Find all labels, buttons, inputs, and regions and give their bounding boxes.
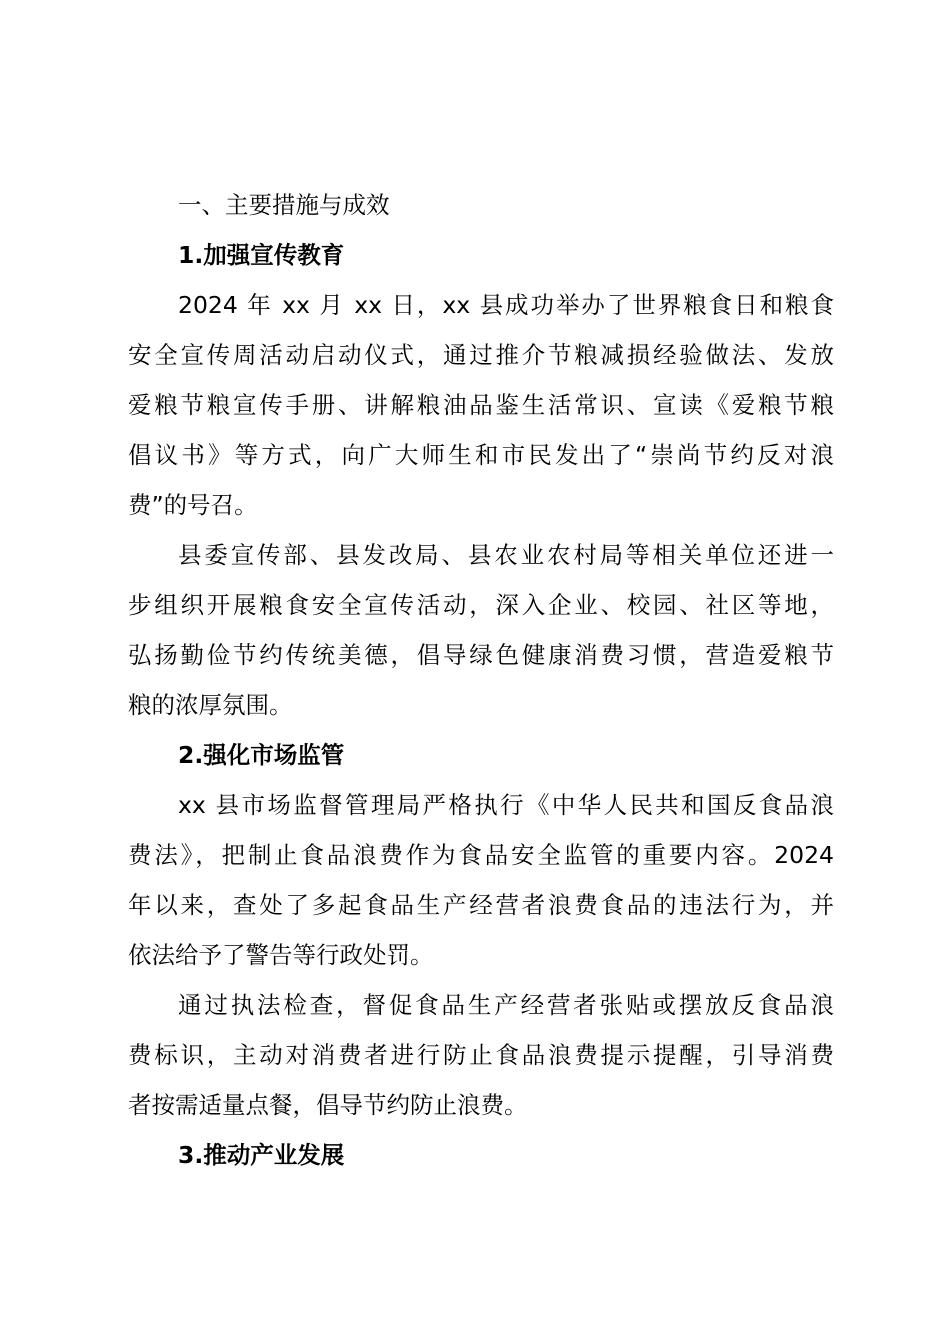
paragraph-line: 者按需适量点餐，倡导节约防止浪费。 — [128, 1091, 528, 1119]
subsection-2-paragraph-1 — [128, 780, 834, 980]
subsection-3-title: 3.推动产业发展 — [178, 1141, 345, 1169]
subsection-2-title: 2.强化市场监管 — [178, 741, 345, 769]
paragraph-line: 费”的号召。 — [128, 491, 258, 519]
paragraph-line: 依法给予了警告等行政处罚。 — [128, 941, 434, 969]
paragraph-line: 爱粮节粮宣传手册、讲解粮油品鉴生活常识、宣读《爱粮节粮 — [128, 391, 834, 419]
paragraph-line: xx 县市场监督管理局严格执行《中华人民共和国反食品浪 — [178, 791, 834, 819]
paragraph-line: 倡议书》等方式，向广大师生和市民发出了“崇尚节约反对浪 — [128, 441, 834, 469]
subsection-1-title: 1.加强宣传教育 — [178, 241, 345, 269]
subsection-1-paragraph-2 — [128, 530, 834, 730]
paragraph-line: 通过执法检查，督促食品生产经营者张贴或摆放反食品浪 — [178, 991, 834, 1019]
paragraph-line: 步组织开展粮食安全宣传活动，深入企业、校园、社区等地， — [128, 591, 834, 619]
paragraph-line: 费标识，主动对消费者进行防止食品浪费提示提醒，引导消费 — [128, 1041, 834, 1069]
section-heading: 一、主要措施与成效 — [178, 191, 390, 219]
paragraph-line: 县委宣传部、县发改局、县农业农村局等相关单位还进一 — [178, 541, 834, 569]
paragraph-line: 弘扬勤俭节约传统美德，倡导绿色健康消费习惯，营造爱粮节 — [128, 641, 834, 669]
subsection-1-paragraph-1 — [128, 280, 834, 530]
document-body — [128, 180, 834, 1180]
paragraph-line: 年以来，查处了多起食品生产经营者浪费食品的违法行为，并 — [128, 891, 834, 919]
paragraph-line: 粮的浓厚氛围。 — [128, 691, 293, 719]
subsection-2-paragraph-2 — [128, 980, 834, 1130]
paragraph-line: 费法》，把制止食品浪费作为食品安全监管的重要内容。2024 — [128, 841, 834, 869]
paragraph-line: 安全宣传周活动启动仪式，通过推介节粮减损经验做法、发放 — [128, 341, 834, 369]
paragraph-line: 2024 年 xx 月 xx 日，xx 县成功举办了世界粮食日和粮食 — [178, 291, 834, 319]
